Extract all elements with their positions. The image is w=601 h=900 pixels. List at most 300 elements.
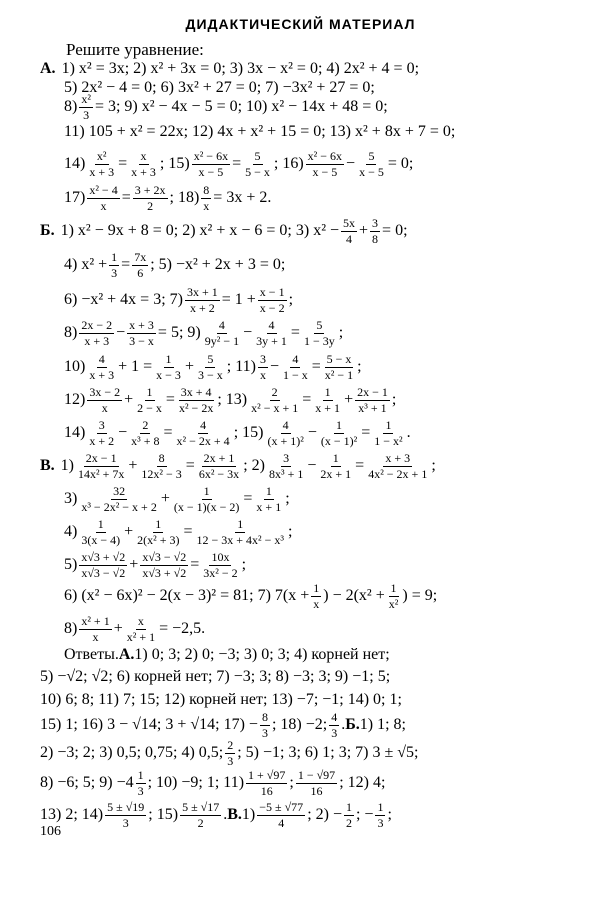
math-text: 2) −3; 2; 3) 0,5; 0,75; 4) 0,5;	[40, 744, 224, 761]
fraction	[196, 353, 225, 381]
numerator: 5x	[343, 215, 356, 230]
page-number: 106	[40, 824, 61, 839]
denominator: 4	[346, 231, 353, 246]
math-text: −	[307, 424, 317, 441]
fraction	[267, 452, 305, 480]
numerator: 1	[111, 249, 118, 264]
math-text: +	[184, 358, 194, 375]
math-text: 1)	[241, 806, 256, 823]
numerator: 10x	[211, 549, 230, 564]
math-text: 17)	[64, 189, 86, 206]
denominator: 14x² + 7x	[78, 466, 125, 481]
math-text: 8)	[64, 324, 78, 341]
math-text: ; 5) −1; 3; 6) 1; 3; 7) 3 ± √5;	[237, 744, 419, 761]
denominator: 3 − x	[129, 333, 154, 348]
denominator: 6x² − 3x	[198, 466, 240, 481]
denominator: x	[101, 400, 108, 415]
math-text: =	[190, 556, 200, 573]
numerator: x² − 6x	[193, 148, 229, 163]
fraction	[195, 518, 287, 546]
math-text: +	[359, 222, 369, 239]
denominator: x² − x + 1	[251, 400, 299, 415]
math-text: ; 18)	[169, 189, 200, 206]
numerator: 2	[142, 417, 149, 432]
denominator: x² − 2x	[178, 400, 214, 415]
fraction	[79, 615, 111, 643]
math-text: 10)	[64, 358, 86, 375]
fraction	[79, 319, 114, 347]
fraction	[79, 485, 159, 513]
math-text: 4)	[64, 523, 78, 540]
math-text: =	[185, 457, 195, 474]
math-text: ;	[241, 556, 247, 573]
fraction	[135, 386, 164, 414]
math-text: −	[307, 457, 317, 474]
math-text: ;	[391, 391, 397, 408]
denominator: x − 5	[359, 164, 384, 179]
denominator: 3(x − 4)	[81, 532, 121, 547]
math-text: −	[269, 358, 279, 375]
fraction	[246, 769, 287, 797]
numerator: 2x − 1	[85, 450, 117, 465]
denominator: x³ + 1	[358, 400, 387, 415]
numerator: 1	[97, 516, 104, 531]
denominator: x	[92, 629, 99, 644]
math-text: 1) x² = 3x; 2) x² + 3x = 0; 3) 3x − x² = 0; 4) 2x² + 4 = 0;	[61, 60, 420, 77]
fraction	[306, 150, 344, 178]
fraction	[313, 386, 342, 414]
fraction	[387, 582, 401, 610]
fraction	[265, 419, 305, 447]
answer-line	[40, 689, 591, 711]
math-text: −	[118, 424, 128, 441]
numerator: x²	[81, 91, 91, 106]
exercise-row	[40, 415, 591, 451]
numerator: 4	[292, 351, 299, 366]
numerator: 4	[268, 317, 275, 332]
fraction	[260, 711, 270, 739]
fraction	[249, 386, 300, 414]
answer-line	[40, 800, 591, 830]
denominator: 2 − x	[137, 400, 162, 415]
math-text: +	[344, 391, 354, 408]
fraction	[79, 551, 127, 579]
denominator: x² − 2x + 4	[176, 433, 230, 448]
denominator: (x + 1)²	[267, 433, 304, 448]
denominator: x − 5	[312, 164, 338, 179]
numerator: x² + 1	[81, 613, 110, 628]
numerator: 5	[368, 148, 375, 163]
answer-line	[40, 768, 591, 798]
denominator: 16	[260, 783, 273, 798]
math-text: ;	[285, 490, 290, 507]
math-text: 5) 2x² − 4 = 0; 6) 3x² + 27 = 0; 7) −3x² + 27 = 0;	[64, 79, 375, 96]
numerator: 2x + 1	[203, 450, 235, 465]
denominator: 3	[227, 753, 234, 768]
denominator: x√3 − √2	[81, 565, 126, 580]
numerator: x² − 4	[89, 182, 118, 197]
math-text: .	[341, 716, 346, 733]
math-text: 14)	[64, 155, 86, 172]
denominator: 3x² − 2	[203, 565, 238, 580]
exercise-row	[40, 578, 591, 614]
math-text: +	[124, 391, 134, 408]
fraction	[177, 386, 215, 414]
math-text: =	[165, 391, 175, 408]
math-text: +	[124, 523, 134, 540]
denominator: 12 − 3x + 4x² − x³	[196, 532, 285, 547]
fraction	[185, 286, 220, 314]
numerator: 1	[332, 450, 339, 465]
math-text: =	[355, 457, 365, 474]
math-text: = 0;	[387, 155, 414, 172]
math-text: +	[160, 490, 170, 507]
fraction	[302, 319, 337, 347]
denominator: 4x² − 2x + 1	[368, 466, 428, 481]
numerator: 3	[372, 215, 379, 230]
numerator: 1 − √97	[297, 767, 336, 782]
exercise-row	[40, 180, 591, 216]
numerator: 5 − x	[326, 351, 352, 366]
fraction	[357, 150, 386, 178]
denominator: x + 3	[131, 164, 156, 179]
math-text: 15) 1; 16) 3 − √14; 3 + √14; 17) −	[40, 716, 258, 733]
section-letter: В.	[227, 806, 242, 823]
math-text: Ответы.	[64, 646, 119, 663]
section-letter: Б.	[345, 716, 360, 733]
numerator: x	[137, 613, 144, 628]
denominator: x²	[388, 596, 399, 611]
fraction	[201, 551, 239, 579]
denominator: x² − 1	[324, 367, 354, 382]
exercise-row	[40, 611, 591, 647]
math-text: =	[121, 256, 131, 273]
fraction	[125, 615, 157, 643]
numerator: 5	[207, 351, 214, 366]
math-text: ;	[338, 324, 344, 341]
math-text: = −2,5.	[159, 620, 206, 637]
numerator: 1	[390, 580, 397, 595]
fraction	[87, 419, 116, 447]
denominator: (x − 1)(x − 2)	[173, 499, 240, 514]
math-text: = 3; 9) x² − 4x − 5 = 0; 10) x² − 14x + 48 = 0;	[94, 98, 388, 115]
numerator: x + 3	[129, 317, 154, 332]
numerator: 4	[282, 417, 289, 432]
fraction	[197, 452, 241, 480]
denominator: x + 1	[256, 499, 282, 514]
numerator: 32	[113, 483, 126, 498]
denominator: x + 3	[89, 367, 115, 382]
math-text: 6) (x² − 6x)² − 2(x − 3)² = 81; 7) 7(x +	[64, 587, 310, 604]
fraction	[105, 801, 146, 829]
numerator: 3	[98, 417, 105, 432]
math-text: ; 15)	[233, 424, 264, 441]
math-text: 11) 105 + x² = 22x; 12) 4x + x² + 15 = 0; 13) x² + 8x + 7 = 0;	[64, 123, 456, 140]
math-text: 1) 0; 3; 2) 0; −3; 3) 0; 3; 4) корней нет;	[134, 646, 390, 663]
denominator: x + 2	[189, 300, 215, 315]
denominator: 9y² − 1	[204, 333, 240, 348]
denominator: 1 − x²	[374, 433, 403, 448]
fraction	[87, 150, 116, 178]
numerator: 4	[200, 417, 207, 432]
math-text: 8)	[64, 98, 78, 115]
answer-line	[40, 644, 591, 666]
math-text: ; 12) 4;	[339, 774, 386, 791]
math-text: + 1 =	[118, 358, 153, 375]
exercise-row	[40, 514, 591, 550]
answer-line	[40, 666, 591, 688]
numerator: 1	[385, 417, 392, 432]
denominator: 12x² − 3	[141, 466, 182, 481]
numerator: x − 1	[259, 284, 285, 299]
numerator: 1	[345, 799, 352, 814]
numerator: 4	[218, 317, 225, 332]
fraction	[87, 184, 119, 212]
numerator: 8	[261, 709, 268, 724]
exercise-row	[40, 382, 591, 418]
fraction	[139, 452, 183, 480]
numerator: 8	[203, 182, 210, 197]
math-text: ; 15)	[159, 155, 190, 172]
denominator: 8x³ + 1	[268, 466, 304, 481]
numerator: 5 ± √19	[107, 799, 145, 814]
fraction	[129, 150, 158, 178]
math-text: +	[113, 620, 123, 637]
fraction	[311, 582, 321, 610]
math-text: ; −	[355, 806, 374, 823]
math-text: =	[290, 324, 300, 341]
section-letter: А.	[118, 646, 135, 663]
exercise-row	[40, 213, 591, 249]
denominator: x³ − 2x² − x + 2	[81, 499, 157, 514]
fraction	[203, 319, 241, 347]
fraction	[140, 551, 188, 579]
numerator: −5 ± √77	[259, 799, 304, 814]
exercise-row	[40, 448, 591, 484]
math-text: +	[129, 556, 139, 573]
fraction	[192, 150, 230, 178]
denominator: 1 − x	[282, 367, 308, 382]
denominator: 3	[83, 107, 90, 122]
fraction	[323, 353, 355, 381]
math-text: 6) −x² + 4x = 3; 7)	[64, 291, 183, 308]
fraction	[329, 711, 339, 739]
fraction	[318, 452, 353, 480]
denominator: 3	[137, 783, 144, 798]
math-text: ) = 9;	[402, 587, 438, 604]
math-text: 4) x² +	[64, 256, 108, 273]
math-text: ;	[387, 806, 392, 823]
math-text: =	[311, 358, 321, 375]
denominator: 5 − x	[245, 164, 270, 179]
math-text: ; 13)	[217, 391, 248, 408]
numerator: 1	[377, 799, 384, 814]
fraction	[254, 485, 283, 513]
numerator: 1	[237, 516, 244, 531]
math-text: ; 18) −2;	[271, 716, 328, 733]
fraction	[135, 518, 181, 546]
fraction	[258, 353, 268, 381]
denominator: 2x + 1	[320, 466, 352, 481]
fraction	[341, 217, 357, 245]
math-text: −	[116, 324, 126, 341]
fraction	[127, 319, 156, 347]
numerator: x² − 6x	[307, 148, 343, 163]
numerator: 4	[331, 709, 338, 724]
fraction	[375, 801, 385, 829]
fraction	[87, 386, 122, 414]
numerator: 1	[146, 384, 153, 399]
denominator: 16	[310, 783, 323, 798]
denominator: x	[100, 198, 107, 213]
fraction	[243, 150, 272, 178]
answer-line	[40, 738, 591, 768]
math-text: = 5; 9)	[157, 324, 201, 341]
math-text: ; 11)	[226, 358, 256, 375]
math-text: 10) 6; 8; 11) 7; 15; 12) корней нет; 13) −7; −1; 14) 0; 1;	[40, 691, 402, 708]
denominator: x³ + 8	[131, 433, 160, 448]
math-text: +	[128, 457, 138, 474]
math-text: .	[406, 424, 411, 441]
page-title: ДИДАКТИЧЕСКИЙ МАТЕРИАЛ	[185, 16, 416, 32]
math-text: 5)	[64, 556, 78, 573]
fraction	[79, 518, 122, 546]
math-text: ;	[288, 291, 294, 308]
numerator: 4	[98, 351, 105, 366]
numerator: 3x + 1	[186, 284, 218, 299]
denominator: x	[313, 596, 320, 611]
fraction	[258, 286, 287, 314]
math-text: −	[243, 324, 253, 341]
section-label: В.	[40, 457, 55, 474]
math-text: =	[232, 155, 242, 172]
math-text: 8)	[64, 620, 78, 637]
numerator: 2	[271, 384, 278, 399]
denominator: 3	[111, 265, 118, 280]
math-text: ;	[289, 774, 294, 791]
instruction-text: Решите уравнение:	[66, 40, 204, 59]
denominator: (x − 1)²	[320, 433, 358, 448]
math-text: 8) −6; 5; 9) −4	[40, 774, 134, 791]
denominator: 3	[261, 725, 268, 740]
denominator: x√3 + √2	[142, 565, 187, 580]
exercise-row	[40, 247, 591, 283]
fraction	[154, 353, 183, 381]
fraction	[296, 769, 337, 797]
section-label: Б.	[40, 222, 55, 239]
math-text: =	[183, 523, 193, 540]
fraction	[257, 801, 305, 829]
numerator: 2x − 2	[81, 317, 113, 332]
math-text: =	[243, 490, 253, 507]
denominator: 3	[377, 815, 384, 830]
fraction	[201, 184, 211, 212]
numerator: 1	[165, 351, 172, 366]
fraction	[79, 93, 93, 121]
denominator: x	[203, 198, 210, 213]
denominator: 2(x² + 3)	[137, 532, 180, 547]
denominator: 2	[147, 198, 154, 213]
denominator: 3	[331, 725, 338, 740]
answer-line	[40, 710, 591, 740]
numerator: x + 3	[385, 450, 411, 465]
numerator: 7x	[134, 249, 147, 264]
section-label: А.	[40, 60, 56, 77]
fraction	[344, 801, 354, 829]
math-text: =	[163, 424, 173, 441]
numerator: 5	[254, 148, 261, 163]
fraction	[372, 419, 404, 447]
math-text: 5) −√2; √2; 6) корней нет; 7) −3; 3; 8) −3; 3; 9) −1; 5;	[40, 668, 391, 685]
numerator: 1	[137, 767, 144, 782]
denominator: 3	[122, 815, 129, 830]
numerator: x√3 − √2	[142, 549, 187, 564]
math-text: = 1 +	[221, 291, 256, 308]
fraction	[129, 419, 161, 447]
numerator: 1 + √97	[248, 767, 286, 782]
denominator: 4	[278, 815, 285, 830]
fraction	[355, 386, 390, 414]
denominator: x + 3	[84, 333, 110, 348]
numerator: 1	[324, 384, 331, 399]
numerator: x²	[96, 148, 107, 163]
fraction	[136, 769, 146, 797]
math-text: ;	[357, 358, 362, 375]
denominator: 2	[197, 815, 204, 830]
math-text: 1) 1; 8;	[359, 716, 406, 733]
numerator: 1	[155, 516, 162, 531]
fraction	[76, 452, 126, 480]
denominator: x − 5	[198, 164, 224, 179]
exercise-row	[40, 91, 591, 122]
numerator: 8	[158, 450, 165, 465]
math-text: = 0;	[382, 222, 408, 239]
numerator: 3x + 4	[180, 384, 212, 399]
fraction	[254, 319, 289, 347]
denominator: 1 − 3y	[303, 333, 335, 348]
numerator: 1	[336, 417, 343, 432]
math-text: ;	[431, 457, 436, 474]
math-text: ;	[288, 523, 293, 540]
math-text: 14)	[64, 424, 86, 441]
denominator: x − 2	[259, 300, 285, 315]
numerator: 3 + 2x	[134, 182, 166, 197]
numerator: 3x − 2	[89, 384, 121, 399]
denominator: x + 3	[89, 164, 115, 179]
fraction	[281, 353, 310, 381]
math-text: 13) 2; 14)	[40, 806, 104, 823]
numerator: 5 ± √17	[182, 799, 220, 814]
math-text: .	[223, 806, 228, 823]
exercise-row	[40, 121, 591, 143]
fraction	[132, 251, 148, 279]
fraction	[133, 184, 168, 212]
exercise-row	[40, 282, 591, 318]
denominator: x² + 1	[126, 629, 156, 644]
denominator: x + 1	[315, 400, 341, 415]
math-text: ; 15)	[148, 806, 179, 823]
math-text: 1)	[60, 457, 74, 474]
denominator: x + 2	[89, 433, 115, 448]
denominator: 8	[372, 231, 379, 246]
numerator: 3	[259, 351, 266, 366]
numerator: 2x − 1	[357, 384, 388, 399]
exercise-row	[40, 315, 591, 351]
fraction	[175, 419, 232, 447]
math-text: ; 2)	[243, 457, 265, 474]
denominator: 2	[345, 815, 352, 830]
math-text: =	[361, 424, 371, 441]
